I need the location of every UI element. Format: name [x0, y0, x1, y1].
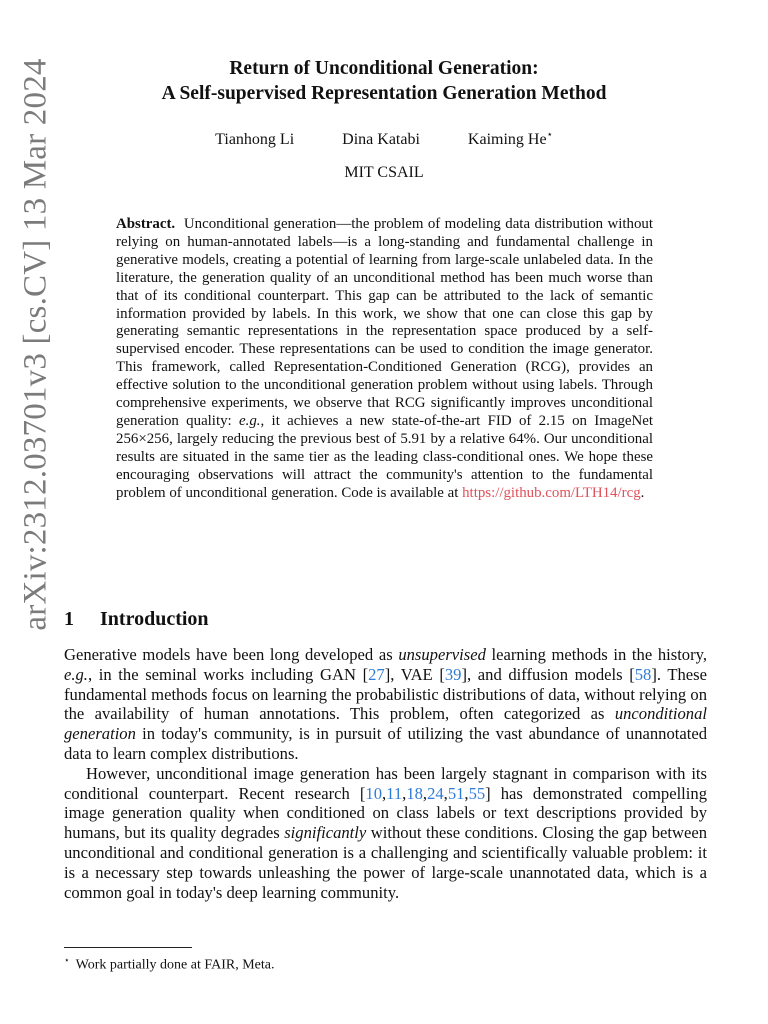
paper-title — [60, 56, 708, 106]
intro-paragraph-1 — [64, 645, 707, 764]
author-2: Dina Katabi — [342, 131, 420, 149]
arxiv-identifier: arXiv:2312.03701v3 [cs.CV] 13 Mar 2024 — [17, 57, 54, 631]
section-title: Introduction — [100, 608, 209, 630]
section-number: 1 — [64, 608, 74, 630]
text-run: However, unconditional image generation has been largely stagnant in comparison with its conditional counterpart. Recent research [ — [64, 763, 707, 803]
text-run: ], VAE [ — [384, 664, 445, 684]
abstract-label: Abstract. — [116, 216, 176, 232]
author-3 — [468, 131, 553, 148]
author-footnote-mark: ⋆ — [546, 130, 553, 141]
citation-link[interactable]: 55 — [468, 783, 486, 803]
abstract-text: Unconditional generation—the problem of modeling data distribution without relying on human-annotated labels—is a long-standing and fundamental challenge in generative models, creating a potential of learning from large-scale unlabeled data. In the literature, the generation quality of an unconditional method has been much worse than that of its conditional counterpart. This gap can be attributed to the lack of semantic information provided by labels. In this work, we show that one can close this gap by generating semantic representations in the representation space produced by a self-supervised encoder. These representations can be used to condition the image generator. This framework, called Representation-Conditioned Generation (RCG), provides an effective solution to the unconditional generation problem without using labels. Through comprehensive experiments, we observe that RCG significantly improves unconditional generation quality: — [116, 216, 653, 429]
citation-link[interactable]: 24 — [427, 783, 444, 803]
text-run: ] has demonstrated compelling image generation quality when conditioned on class labels or text descriptions provided by humans, but its quality degrades — [64, 783, 707, 843]
citation-link[interactable]: 18 — [406, 783, 423, 803]
author-list — [60, 130, 708, 149]
text-run: without these conditions. Closing the gap between unconditional and conditional generation is a challenging and scientifically valuable problem: it is a necessary step towards unleashing the power of large-scale unannotated data, which is a common goal in today's deep learning community. — [64, 823, 708, 902]
citation-link[interactable]: 27 — [368, 664, 385, 684]
abstract-text-2: , it achieves a new state-of-the-art FID of 2.15 on ImageNet 256×256, largely reducing the previous best of 5.91 by a relative 64%. Our unconditional results are situated in the same tier as the leading class-conditional ones. We hope these encouraging observations will attract the community's attention to the fundamental problem of unconditional generation. Code is available at — [116, 412, 653, 501]
citation-link[interactable]: 11 — [386, 783, 403, 803]
text-run: Generative models have been long developed as — [64, 645, 399, 664]
text-emph: unsupervised — [398, 645, 486, 664]
code-link[interactable]: https://github.com/LTH14/rcg — [462, 484, 641, 501]
text-run: learning methods in the history, — [485, 645, 707, 664]
intro-body — [64, 645, 707, 902]
citation-link[interactable]: 39 — [444, 664, 462, 684]
text-run: in today's community, is in pursuit of utilizing the vast abundance of unannotated data to learn complex distributions. — [64, 724, 707, 763]
title-line-2: A Self-supervised Representation Generation Method — [161, 83, 607, 104]
text-emph: unconditional generation — [64, 704, 707, 744]
author-1: Tianhong Li — [215, 131, 295, 149]
intro-paragraph-2: However, unconditional image generation has been largely stagnant in comparison with its conditional counterpart. Recent research [10,11,18,24,51,55] has demonstrated compelling image generation quality when conditioned on class labels or text descriptions provided by humans, but its quality degrades significantly without these conditions. Closing the gap between unconditional and conditional generation is a challenging and scientifically valuable problem: it is a necessary step towards unleashing the power of large-scale unannotated data, which is a common goal in today's deep learning community. — [64, 763, 708, 902]
affiliation: MIT CSAIL — [344, 164, 424, 181]
footnote-rule — [64, 947, 192, 948]
citation-link[interactable]: 58 — [634, 664, 652, 684]
footnote-text: Work partially done at FAIR, Meta. — [75, 957, 275, 973]
title-line-1: Return of Unconditional Generation: — [229, 58, 539, 79]
section-heading — [64, 608, 209, 631]
author-3-name: Kaiming He — [467, 131, 547, 149]
text-emph: e.g. — [64, 664, 88, 684]
footnote — [64, 955, 274, 974]
footnote-mark: ⋆ — [64, 955, 70, 965]
text-run: ]. These fundamental methods focus on learning the probabilistic distributions of data, without relying on the availability of human annotations. This problem, often categorized as — [64, 664, 707, 724]
text-emph: significantly — [284, 823, 367, 843]
citation-link[interactable]: 51 — [447, 783, 465, 803]
text-run: ], and diffusion models [ — [461, 664, 635, 684]
abstract-end: . — [640, 484, 645, 501]
citation-link[interactable]: 10 — [365, 783, 383, 803]
abstract — [116, 216, 653, 503]
text-run: , in the seminal works including GAN [ — [87, 664, 369, 684]
arxiv-sidebar — [14, 48, 58, 640]
abstract-eg: e.g. — [239, 412, 261, 429]
